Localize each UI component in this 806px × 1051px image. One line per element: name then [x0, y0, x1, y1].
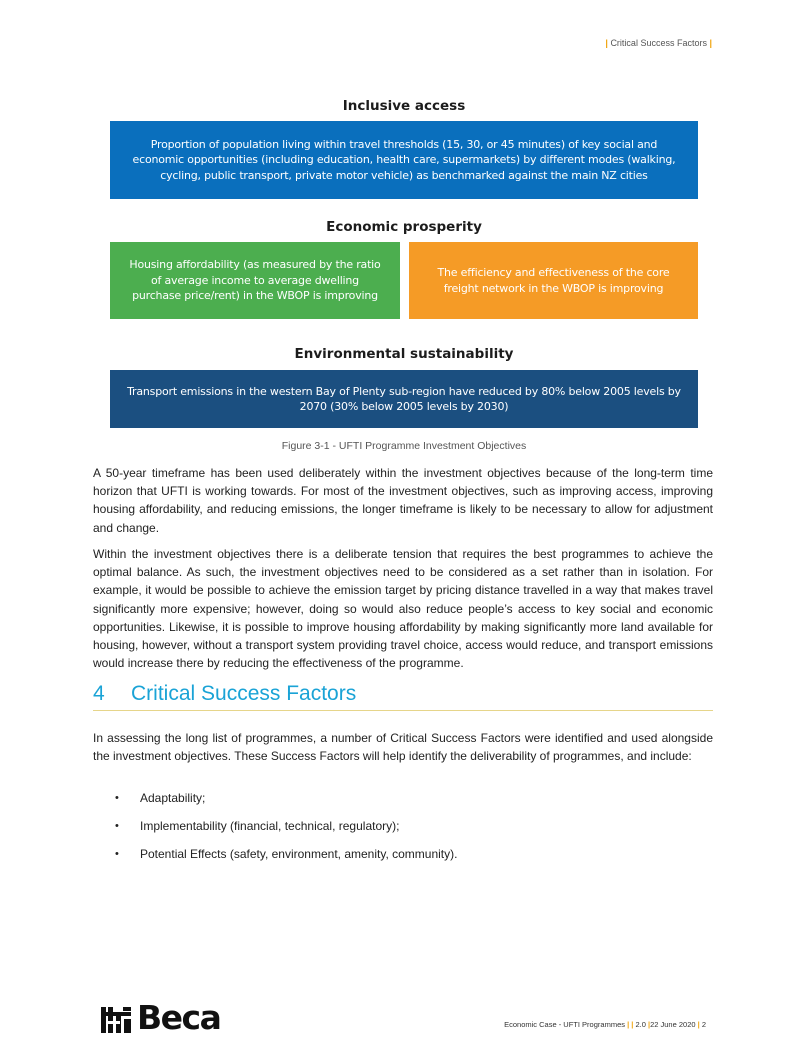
- running-header: | Critical Success Factors |: [605, 38, 712, 48]
- bullet-icon: •: [115, 792, 119, 804]
- objective-box-inclusive-access: Proportion of population living within travel thresholds (15, 30, or 45 minutes) of key social and economic opportunities (including education, health care, supermarkets) by different modes (walking, cycling, public transport, private motor vehicle) as benchmarked against the main NZ cities: [110, 121, 698, 199]
- section-heading: [93, 680, 713, 711]
- list-item-text: Implementability (financial, technical, regulatory);: [140, 819, 400, 833]
- footer-doc-title: Economic Case - UFTI Programmes: [504, 1020, 625, 1029]
- list-item: [93, 845, 713, 873]
- footer-version: 2.0: [635, 1020, 646, 1029]
- objective-box-freight-network: The efficiency and effectiveness of the core freight network in the WBOP is improving: [409, 242, 698, 319]
- objective-box-housing-affordability: Housing affordability (as measured by the ratio of average income to average dwelling purchase price/rent) in the WBOP is improving: [110, 242, 400, 319]
- page-number: 2: [701, 1020, 706, 1029]
- section-number: 4: [93, 682, 105, 705]
- bullet-icon: •: [115, 848, 119, 860]
- running-header-label: Critical Success Factors: [610, 38, 707, 48]
- paragraph-intro: In assessing the long list of programmes, a number of Critical Success Factors were identified and used alongside the investment objectives. These Success Factors will help identify the deliverability of programmes, and include:: [93, 731, 713, 764]
- paragraph-tension: Within the investment objectives there is a deliberate tension that requires the best programmes to achieve the optimal balance. As such, the investment objectives need to be considered as a set rather than in isolation. For example, it would be possible to achieve the emission target by pricing distance travelled in a way that makes travel significantly more expensive; however, doing so would also reduce people’s access to key social and economic opportunities. Likewise, it is possible to improve housing affordability by making significantly more land available for housing, however, without a transport system providing travel choice, access would reduce, and transport emissions would increase there by reducing the effectiveness of the programme.: [93, 547, 713, 671]
- objective-box-transport-emissions: Transport emissions in the western Bay of Plenty sub-region have reduced by 80% below 2005 levels by 2070 (30% below 2005 levels by 2030): [110, 370, 698, 428]
- beca-logo-mark-icon: [101, 1007, 131, 1033]
- bullet-icon: •: [115, 820, 119, 832]
- list-item: [93, 817, 713, 845]
- section-title-inclusive-access: Inclusive access: [342, 98, 466, 114]
- list-item-text: Potential Effects (safety, environment, amenity, community).: [140, 847, 458, 861]
- success-factor-list: [93, 789, 713, 873]
- section-title: Critical Success Factors: [131, 682, 357, 705]
- page-footer: Economic Case - UFTI Programmes | | 2.0 |22 June 2020 | 2: [504, 1020, 706, 1029]
- footer-date: 22 June 2020: [650, 1020, 696, 1029]
- section-title-economic-prosperity: Economic prosperity: [326, 219, 482, 235]
- list-item: [93, 789, 713, 817]
- section-title-environmental-sustainability: Environmental sustainability: [294, 346, 514, 362]
- figure-caption: Figure 3-1 - UFTI Programme Investment Objectives: [281, 440, 527, 452]
- list-item-text: Adaptability;: [140, 791, 206, 805]
- beca-logo-wordmark: Beca: [137, 998, 221, 1037]
- paragraph-timeframe: A 50-year timeframe has been used deliberately within the investment objectives because of the long-term time horizon that UFTI is working towards. For most of the investment objectives, such as improving access, improving housing affordability, and reducing emissions, the longer timeframe is likely to be necessary to allow for adjustment and change.: [93, 466, 713, 535]
